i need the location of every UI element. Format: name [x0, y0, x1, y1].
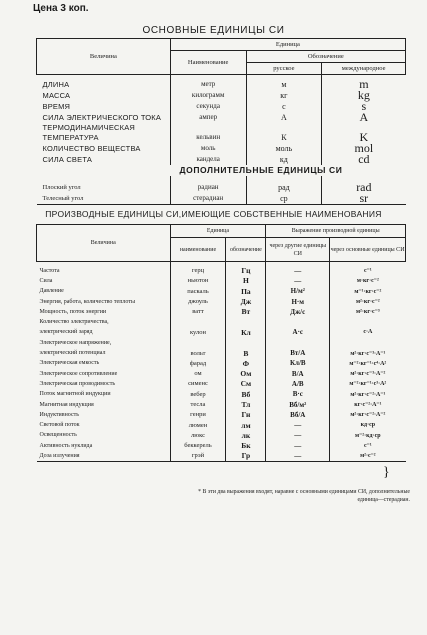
- symbol-cell: Н: [226, 276, 266, 286]
- symbol-cell: лм: [226, 420, 266, 430]
- table-row: ТЕРМОДИНАМИЧЕСКАЯ: [37, 123, 406, 132]
- quantity-cell: Частота: [39, 267, 60, 274]
- via-base-cell: м²·кг·с⁻³: [330, 307, 406, 317]
- quantity-cell: Давление: [39, 288, 64, 295]
- quantity-cell: Освещенность: [39, 432, 77, 439]
- via-base-cell: м²·кг·с⁻²: [330, 296, 406, 306]
- name-cell: фарад: [170, 358, 226, 368]
- name-cell: [170, 338, 226, 348]
- via-other-cell: В/А: [266, 368, 330, 378]
- symbol-cell: Вт: [226, 307, 266, 317]
- via-base-cell: м²·кг·с⁻²·А⁻²: [330, 410, 406, 420]
- via-other-cell: Вб/А: [266, 410, 330, 420]
- table-row: [37, 338, 406, 348]
- table-row: СИЛА ЭЛЕКТРИЧЕСКОГО ТОКА ампер А A: [37, 112, 406, 123]
- name-cell: люмен: [170, 420, 226, 430]
- name-cell: ватт: [170, 307, 226, 317]
- via-other-cell: [266, 317, 330, 327]
- table-row: [37, 286, 406, 296]
- table-row: [37, 317, 406, 327]
- table-row: [37, 307, 406, 317]
- symbol-cell: Па: [226, 286, 266, 296]
- symbol-cell: Дж: [226, 296, 266, 306]
- symbol-cell: См: [226, 379, 266, 389]
- quantity-cell: Электрическая емкость: [39, 360, 100, 367]
- table-row: [37, 368, 406, 378]
- footnote-line-1: * В эти два выражения входят, наравне с основными единицами СИ, дополнительные: [198, 489, 410, 495]
- name-cell: паскаль: [170, 286, 226, 296]
- quantity-cell: Активность нуклида: [39, 442, 93, 449]
- via-base-cell: кд·ср: [330, 420, 406, 430]
- header-expression: Выражение производной единицы: [266, 225, 406, 238]
- header-via-base: через основные единицы СИ: [330, 238, 406, 262]
- table-row: МАССА килограмм кг kg: [37, 90, 406, 101]
- table-row: [37, 420, 406, 430]
- quantity-cell: Индуктивность: [39, 411, 79, 418]
- via-base-cell: м⁻²·кд·ср: [330, 430, 406, 440]
- quantity-cell: Доза излучения: [37, 451, 171, 462]
- via-base-cell: м⁻²·кг⁻¹·с³·А²: [330, 379, 406, 389]
- table-row: КОЛИЧЕСТВО ВЕЩЕСТВА моль моль mol: [37, 143, 406, 154]
- table-row: [37, 348, 406, 358]
- via-base-cell: м·кг·с⁻²: [330, 276, 406, 286]
- name-cell: вебер: [170, 389, 226, 399]
- via-other-cell: —: [266, 430, 330, 440]
- price-label: Цена 3 коп.: [33, 3, 89, 14]
- via-base-cell: м²·кг·с⁻³·А⁻¹: [330, 348, 406, 358]
- via-other-cell: Н/м²: [266, 286, 330, 296]
- symbol-cell: [226, 317, 266, 327]
- symbol-cell: [226, 338, 266, 348]
- header-name: Наименование: [170, 51, 246, 75]
- symbol-cell: Бк: [226, 441, 266, 451]
- symbol-cell: Вб: [226, 389, 266, 399]
- footnote: [90, 488, 410, 504]
- table-row: Плоский угол радиан рад rad: [37, 182, 406, 193]
- quantity-cell: Магнитная индукция: [39, 401, 94, 408]
- via-base-cell: м²·кг·с⁻³·А⁻²: [330, 368, 406, 378]
- quantity-cell: Поток магнитной индукции: [39, 391, 111, 398]
- via-other-cell: [266, 338, 330, 348]
- via-other-cell: —: [266, 420, 330, 430]
- table-row: [37, 266, 406, 276]
- via-other-cell: —: [266, 276, 330, 286]
- via-other-cell: —: [266, 266, 330, 276]
- via-other-cell: Вт/А: [266, 348, 330, 358]
- name-cell: сименс: [170, 379, 226, 389]
- table-row: СИЛА СВЕТА кандела кд cd: [37, 154, 406, 165]
- via-base-cell: с⁻¹: [330, 266, 406, 276]
- header-unit: Единица: [170, 225, 266, 238]
- via-base-cell: м⁻²·кг⁻¹·с⁴·А²: [330, 358, 406, 368]
- via-base-cell: кг·с⁻²·А⁻¹: [330, 399, 406, 409]
- via-other-cell: —: [266, 451, 330, 462]
- header-symbol: обозначение: [226, 238, 266, 262]
- via-other-cell: Н·м: [266, 296, 330, 306]
- table-row: ВРЕМЯ секунда с s: [37, 101, 406, 112]
- quantity-cell: Энергия, работа, количество теплоты: [39, 298, 135, 305]
- table-row: [37, 410, 406, 420]
- header-via-other: через другие единицы СИ: [266, 238, 330, 262]
- table-row: ДЛИНА метр м m: [37, 79, 406, 90]
- table-row: [37, 379, 406, 389]
- table-row: [37, 327, 406, 337]
- name-cell: ньютон: [170, 276, 226, 286]
- symbol-cell: Гц: [226, 266, 266, 276]
- quantity-cell: электрический заряд: [39, 329, 93, 336]
- table-row: [37, 430, 406, 440]
- section-title-base-units: ОСНОВНЫЕ ЕДИНИЦЫ СИ: [142, 25, 285, 36]
- via-base-cell: [330, 338, 406, 348]
- table-row: [37, 358, 406, 368]
- header-quantity: Величина: [37, 225, 171, 262]
- via-base-cell: м²·с⁻²: [330, 451, 406, 462]
- via-base-cell: с⁻¹: [330, 441, 406, 451]
- name-cell: люкс: [170, 430, 226, 440]
- via-base-cell: [330, 317, 406, 327]
- header-name: наименование: [170, 238, 226, 262]
- symbol-cell: Ф: [226, 358, 266, 368]
- via-other-cell: Кл/В: [266, 358, 330, 368]
- name-cell: герц: [170, 266, 226, 276]
- table-row: [37, 276, 406, 286]
- via-base-cell: м⁻¹·кг·с⁻²: [330, 286, 406, 296]
- quantity-cell: Сила: [39, 277, 53, 284]
- name-cell: вольт: [170, 348, 226, 358]
- quantity-cell: Количество электричества,: [39, 319, 109, 326]
- name-cell: джоуль: [170, 296, 226, 306]
- symbol-cell: Тл: [226, 399, 266, 409]
- header-unit: Единица: [170, 39, 405, 51]
- via-other-cell: Вб/м²: [266, 399, 330, 409]
- table-row: ТЕМПЕРАТУРА кельвин К K: [37, 132, 406, 143]
- table-row: [37, 296, 406, 306]
- via-other-cell: В·с: [266, 389, 330, 399]
- via-other-cell: Дж/с: [266, 307, 330, 317]
- header-russian: русское: [246, 63, 322, 75]
- via-base-cell: с·А: [330, 327, 406, 337]
- section-title-derived-units: ПРОИЗВОДНЫЕ ЕДИНИЦЫ СИ,ИМЕЮЩИЕ СОБСТВЕННЫЕ НАИМЕНОВАНИЯ: [45, 209, 382, 219]
- via-other-cell: —: [266, 441, 330, 451]
- symbol-cell: Гн: [226, 410, 266, 420]
- symbol-cell: Кл: [226, 327, 266, 337]
- quantity-cell: Мощность, поток энергии: [39, 308, 107, 315]
- name-cell: генри: [170, 410, 226, 420]
- via-other-cell: А/В: [266, 379, 330, 389]
- name-cell: тесла: [170, 399, 226, 409]
- name-cell: грэй: [170, 451, 226, 462]
- brace-mark: }: [383, 465, 390, 480]
- table-row: [37, 399, 406, 409]
- quantity-cell: Световой поток: [39, 422, 80, 429]
- name-cell: беккерель: [170, 441, 226, 451]
- via-base-cell: м²·кг·с⁻²·А⁻¹: [330, 389, 406, 399]
- symbol-cell: лк: [226, 430, 266, 440]
- base-units-table: [36, 38, 406, 205]
- derived-units-table: [36, 224, 406, 462]
- footnote-line-2: единица—стерадиан.: [357, 497, 410, 503]
- header-quantity: Величина: [37, 39, 171, 75]
- quantity-cell: электрический потенциал: [39, 350, 106, 357]
- table-row: [37, 451, 406, 462]
- name-cell: [170, 317, 226, 327]
- quantity-cell: Электрическое напряжение,: [39, 339, 112, 346]
- via-other-cell: А·с: [266, 327, 330, 337]
- symbol-cell: Ом: [226, 368, 266, 378]
- header-symbol: Обозначение: [246, 51, 405, 63]
- name-cell: кулон: [170, 327, 226, 337]
- symbol-cell: Гр: [226, 451, 266, 462]
- table-row: [37, 441, 406, 451]
- table-row: Телесный угол стерадиан ср sr: [37, 193, 406, 205]
- header-international: международное: [322, 63, 406, 75]
- quantity-cell: Электрическое сопротивление: [39, 370, 118, 377]
- quantity-cell: Электрическая проводимость: [39, 380, 116, 387]
- name-cell: ом: [170, 368, 226, 378]
- table-row: [37, 389, 406, 399]
- section-title-supplementary: ДОПОЛНИТЕЛЬНЫЕ ЕДИНИЦЫ СИ: [179, 165, 343, 175]
- symbol-cell: В: [226, 348, 266, 358]
